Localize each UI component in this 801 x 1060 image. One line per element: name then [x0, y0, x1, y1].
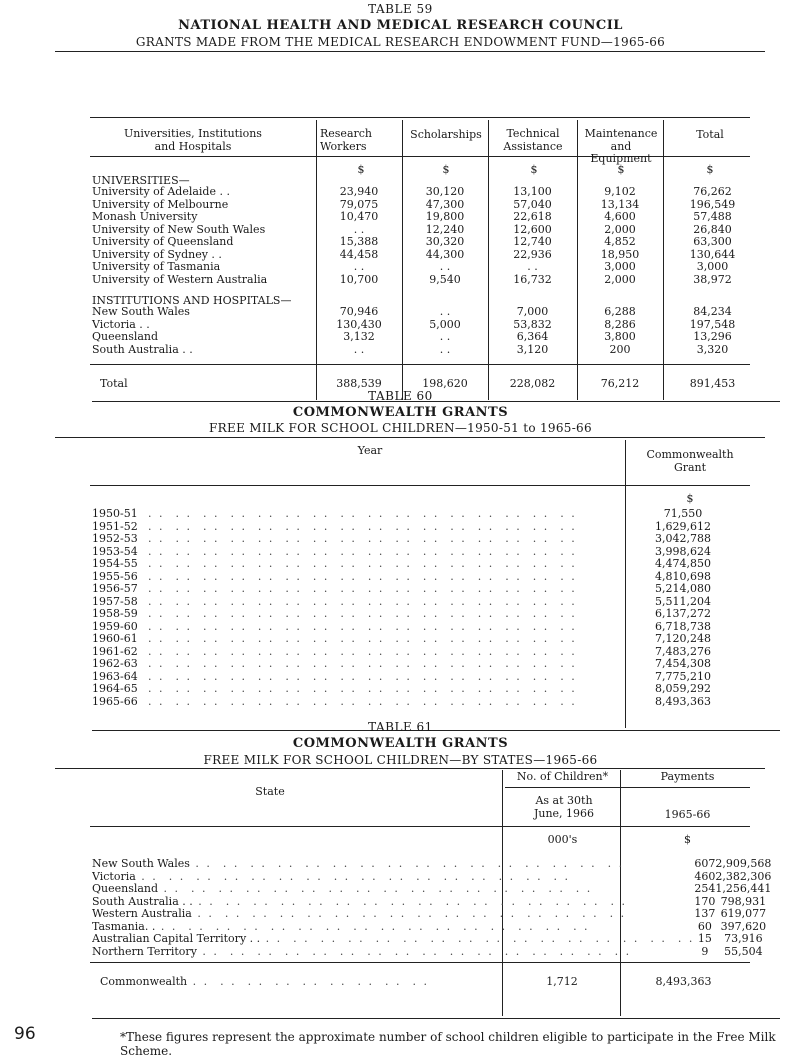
t60-year: 1956-57: [92, 582, 138, 595]
t60-grant: 8,059,292: [655, 682, 711, 695]
table-row: [92, 608, 742, 621]
t60-grant: 5,511,204: [655, 594, 711, 608]
t60-year: 1955-56: [92, 569, 138, 583]
t60-year: 1953-54: [92, 544, 138, 558]
t61-header-state: State: [255, 785, 285, 798]
leader-dots: . . . . . . . . . . . . . . . . . . . . . . . . . . . . . . . .: [148, 595, 577, 608]
leader-dots: . . . . . . . . . . . . . . . . . . . . . . . . . . . . . . . .: [196, 945, 632, 958]
table-row: University of Melbourne 79,075 47,300 57,040 13,134 196,549: [92, 197, 736, 211]
t59-section-universities: UNIVERSITIES—: [92, 174, 190, 187]
t60-year: 1963-64: [92, 669, 138, 683]
t60-year: 1950-51: [92, 507, 138, 520]
t61-payment: 1,256,441: [715, 882, 772, 895]
table-row: [92, 571, 742, 584]
t61-state: South Australia . .: [92, 895, 193, 908]
table-row: [92, 946, 771, 959]
table-row: [92, 896, 771, 909]
table-row: [92, 908, 771, 921]
table-row: University of Queensland 15,388 30,320 12,740 4,852 63,300: [92, 235, 732, 248]
table-row: [92, 621, 742, 634]
t59-unit: $: [706, 163, 714, 176]
table-row: [92, 508, 742, 521]
table-row: [92, 521, 742, 534]
table-row: [92, 683, 742, 696]
table-row: [92, 533, 742, 546]
t60-year: 1964-65: [92, 682, 138, 695]
t61-payment: 798,931: [720, 894, 767, 908]
t60-year: 1965-66: [92, 694, 138, 708]
t60-header-grant: Commonwealth Grant: [646, 448, 734, 474]
table-row: New South Wales 70,946 . . 7,000 6,288 84,234: [92, 305, 732, 318]
table-row: University of Western Australia 10,700 9,540 16,732 2,000 38,972: [92, 272, 732, 286]
t59-inst-table: [92, 306, 762, 356]
t61-header-year: 1965-66: [664, 808, 711, 821]
t60-grant: 3,998,624: [655, 544, 711, 558]
t61-state: Australian Capital Territory . .: [92, 933, 261, 945]
t61-payment: 73,916: [724, 932, 763, 945]
table-row: Queensland 3,132 . . 6,364 3,800 13,296: [92, 330, 732, 343]
leader-dots: . . . . . . . . . . . . . . . . . . . . . . . . . . . . . . . .: [148, 645, 577, 658]
table-row: [92, 596, 742, 609]
t61-children: 137: [694, 907, 716, 920]
t60-grant: 3,042,788: [655, 532, 711, 545]
t60-table: [92, 508, 742, 708]
t61-children: 60: [697, 919, 712, 933]
t60-grant: 7,120,248: [655, 632, 711, 645]
t59-header-total: Total: [696, 128, 724, 141]
t59-total-row: Total 388,539 198,620 228,082 76,212 891,453: [100, 377, 736, 390]
t59-unit: $: [357, 163, 365, 176]
t59-header-inst: Universities, Institutions and Hospitals: [124, 127, 262, 153]
leader-dots: . . . . . . . . . . . . . . . . . . . . . . . . . . . . . . . .: [148, 533, 577, 545]
table60-subtitle: FREE MILK FOR SCHOOL CHILDREN—1950-51 to 1965-66: [209, 421, 592, 435]
t60-unit: $: [686, 492, 694, 505]
t60-year: 1958-59: [92, 607, 138, 620]
t61-children: 254: [694, 882, 716, 895]
t61-header-asat: As at 30th June, 1966: [533, 794, 595, 820]
page-number: 96: [14, 1024, 36, 1044]
leader-dots: . . . . . . . . . . . . . . . . . . . . . . . . . . . . . . . .: [148, 583, 577, 595]
t60-year: 1959-60: [92, 619, 138, 633]
table60-title: COMMONWEALTH GRANTS: [292, 405, 509, 420]
t61-children: 607: [694, 857, 716, 870]
t61-total-table: [92, 976, 747, 989]
table60-label: TABLE 60: [368, 389, 433, 403]
leader-dots: . . . . . . . . . . . . . . . . . . . . . . . . . . . . . . . .: [189, 858, 625, 870]
t59-header-technical: Technical Assistance: [503, 127, 563, 153]
table-row: [92, 933, 771, 946]
table-row: [92, 858, 771, 871]
table-row: Victoria . . 130,430 5,000 53,832 8,286 197,548: [92, 317, 736, 331]
t61-state: Victoria: [92, 870, 136, 883]
t61-children: 15: [697, 932, 712, 945]
t60-grant: 5,214,080: [655, 582, 711, 595]
t60-year: 1962-63: [92, 657, 138, 670]
table61-label: TABLE 61: [368, 720, 433, 734]
leader-dots: . . . . . . . . . . . . . . . . . . . . . . . . . . . . . . . .: [148, 633, 577, 645]
table-row: [92, 883, 771, 896]
table-row: [92, 646, 742, 659]
leader-dots: . . . . . . . . . . . . . . . . . . . . . . . . . . . . . . . .: [148, 695, 577, 708]
t61-state: Tasmania. .: [92, 920, 156, 933]
t60-grant: 71,550: [663, 507, 703, 520]
t61-children: 170: [694, 894, 716, 908]
t61-children: 9: [701, 944, 709, 958]
table-row: [92, 871, 771, 884]
t61-payment: 2,382,306: [715, 869, 772, 883]
t60-grant: 1,629,612: [655, 519, 711, 533]
leader-dots: . . . . . . . . . . . . . . . . . . . . . . . . . . . . . . . .: [191, 908, 627, 920]
leader-dots: . . . . . . . . . . . . . . . . . . . . . . . . . . . . . . . .: [148, 508, 577, 520]
leader-dots: . . . . . . . . . . . . . . . . . . . . . . . . . . . . . . . .: [155, 920, 590, 933]
leader-dots: . . . . . . . . . . . . . . . . . . . . . . . . . . . . . . . .: [148, 670, 577, 683]
t60-year: 1952-53: [92, 532, 138, 545]
table-row: Monash University 10,470 19,800 22,618 4,600 57,488: [92, 210, 732, 223]
t61-payment: 2,909,568: [715, 857, 772, 870]
leader-dots: . . . . . . . . . . . . . . . . . . . . . . . . . . . . . . . .: [148, 545, 577, 558]
leader-dots: . . . . . . . . . . . . . . . . . . . . . . . . . . . . . . . .: [158, 883, 593, 895]
table-row: [92, 558, 742, 571]
t60-year: 1951-52: [92, 519, 138, 533]
leader-dots: . . . . . . . . . . . . . . . . . . . . . . . . . . . . . . . .: [192, 895, 627, 908]
t59-unit: $: [442, 163, 450, 176]
t59-header-scholarships: Scholarships: [410, 128, 482, 141]
t61-state: New South Wales: [92, 858, 190, 870]
t60-year: 1960-61: [92, 632, 138, 645]
leader-dots: . . . . . . . . . . . . . . . . . . . . . . . . . . . . . . . .: [148, 658, 577, 670]
leader-dots: . . . . . . . . . . . . . . . . . . . . . . . . . . . . . . . .: [148, 620, 577, 633]
t60-header-year: Year: [357, 444, 383, 457]
leader-dots: . . . . . . . . . . . . . . . . . . . . . . . . . . . . . . . .: [148, 683, 577, 695]
table61-subtitle: FREE MILK FOR SCHOOL CHILDREN—BY STATES—1965-66: [203, 753, 598, 767]
t61-payment: 55,504: [724, 944, 763, 958]
t61-state: Queensland: [92, 883, 159, 895]
t60-grant: 6,718,738: [655, 619, 711, 633]
leader-dots: . . . . . . . . . . . . . . . . . . . . . . . . . . . . . . . .: [148, 558, 577, 570]
leader-dots: . . . . . . . . . . . . . . . . . . . . . . . . . . . . . . . .: [135, 870, 571, 883]
t59-unit: $: [617, 163, 625, 176]
table-row: [92, 633, 742, 646]
t59-header-research: Research Workers: [320, 127, 373, 153]
t61-unit-payments: $: [684, 833, 691, 846]
t61-total-row: Commonwealth . . . . . . . . . . . . . . . . . . 1,712 8,493,363: [100, 975, 712, 988]
table59-title: NATIONAL HEALTH AND MEDICAL RESEARCH COUNCIL: [178, 18, 623, 33]
footnote: *These figures represent the approximate number of school children eligible to participate in the Free Milk Scheme.: [120, 1030, 776, 1058]
table-row: [92, 671, 742, 684]
leader-dots: . . . . . . . . . . . . . . . . . .: [187, 976, 429, 988]
t60-grant: 7,775,210: [655, 669, 711, 683]
t60-year: 1954-55: [92, 557, 138, 570]
table-row: [92, 658, 742, 671]
t60-year: 1961-62: [92, 644, 138, 658]
t60-grant: 6,137,272: [655, 607, 711, 620]
table-row: [92, 696, 742, 709]
t59-section-institutions: INSTITUTIONS AND HOSPITALS—: [92, 294, 292, 307]
t59-header-maintenance: Maintenance and Equipment: [584, 127, 658, 165]
table-row: South Australia . . . . . . 3,120 200 3,320: [92, 342, 729, 356]
leader-dots: . . . . . . . . . . . . . . . . . . . . . . . . . . . . . . . .: [148, 608, 577, 620]
t61-unit-children: 000's: [547, 833, 578, 846]
table-row: University of Tasmania . . . . . . 3,000 3,000: [92, 260, 729, 273]
t60-grant: 8,493,363: [655, 694, 711, 708]
t61-header-children: No. of Children*: [516, 770, 609, 783]
table-row: University of Sydney . . 44,458 44,300 22,936 18,950 130,644: [92, 247, 736, 261]
t61-table: [92, 858, 771, 958]
table59-subtitle: GRANTS MADE FROM THE MEDICAL RESEARCH ENDOWMENT FUND—1965-66: [135, 35, 666, 49]
leader-dots: . . . . . . . . . . . . . . . . . . . . . . . . . . . . . . . .: [148, 520, 577, 533]
t61-payment: 397,620: [720, 919, 767, 933]
t61-state: Northern Territory: [92, 945, 197, 958]
table59-label: TABLE 59: [368, 2, 433, 16]
t60-grant: 4,810,698: [655, 569, 711, 583]
leader-dots: . . . . . . . . . . . . . . . . . . . . . . . . . . . . . . . .: [260, 933, 695, 945]
t59-unit: $: [530, 163, 538, 176]
t61-payment: 619,077: [720, 907, 767, 920]
table-row: [92, 583, 742, 596]
t61-children: 460: [694, 869, 716, 883]
t60-grant: 4,474,850: [655, 557, 711, 570]
table61-title: COMMONWEALTH GRANTS: [292, 736, 509, 751]
table-row: University of Adelaide . . 23,940 30,120 13,100 9,102 76,262: [92, 185, 732, 198]
table-row: University of New South Wales . . 12,240 12,600 2,000 26,840: [92, 222, 732, 236]
table-row: [92, 921, 771, 934]
t61-header-payments: Payments: [660, 770, 715, 783]
t60-grant: 7,483,276: [655, 644, 711, 658]
table-row: [92, 546, 742, 559]
t59-univ-table: [92, 186, 762, 286]
leader-dots: . . . . . . . . . . . . . . . . . . . . . . . . . . . . . . . .: [148, 570, 577, 583]
t61-state: Western Australia: [92, 908, 192, 920]
t60-grant: 7,454,308: [655, 657, 711, 670]
t60-year: 1957-58: [92, 594, 138, 608]
